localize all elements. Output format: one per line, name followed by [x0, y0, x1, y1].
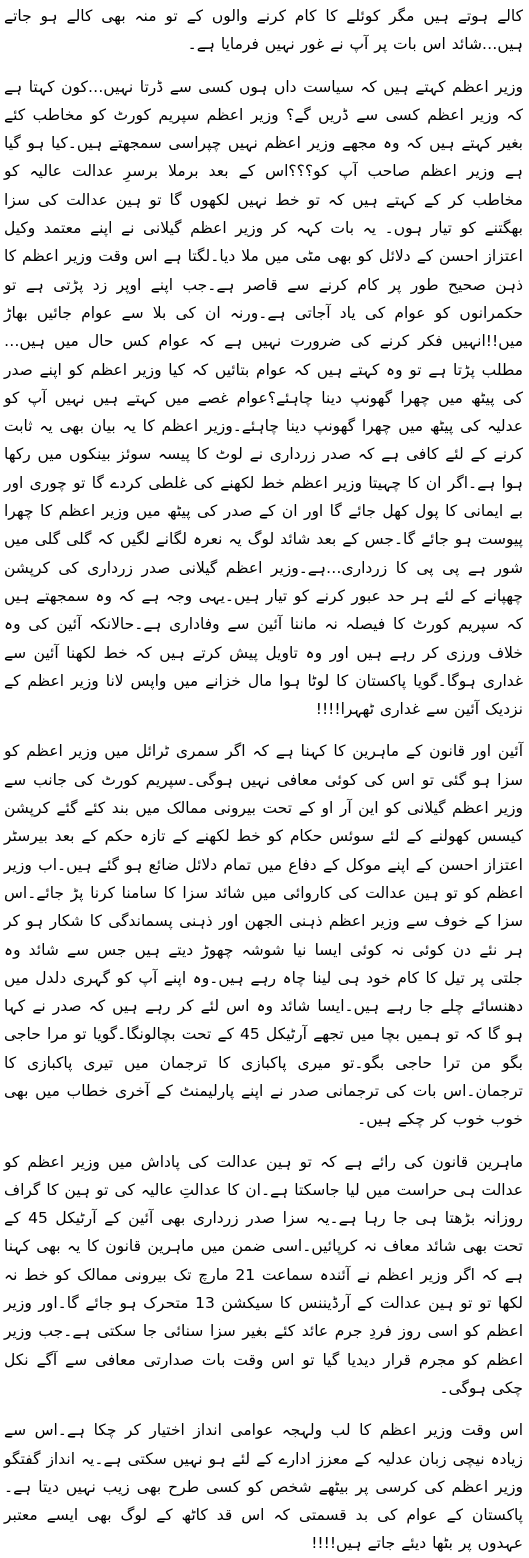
- article-paragraph-5: اس وقت وزیر اعظم کا لب ولہجہ عوامی انداز اختیار کر چکا ہے۔اس سے زیادہ نیچی زبان عدلیہ کے معزز ادارے کے لئے ہو نہیں سکتی ہے۔یہ انداز گفتگو وزیر اعظم کی کرسی پر بیٹھے شخص کو کسی طرح بھی زیب نہیں دیتا ہے۔پاکستان کے عوام کی بد قسمتی کہ اس قد کاٹھ کے لوگ بھی ایسے معتبر عہدوں پر بٹھا دیئے جاتے ہیں!!!!: [4, 1421, 523, 1553]
- article-paragraph-2: وزیر اعظم کہتے ہیں کہ سیاست داں ہوں کسی سے ڈرتا نہیں…کون کہتا ہے کہ وزیر اعظم کسی سے ڈریں گے؟ وزیر اعظم سپریم کورٹ کو مخاطب کئے بغیر کہتے ہیں کہ وہ مجھے وزیر اعظم نہیں چپراسی سمجھتے ہیں۔کیا ہو گیا ہے وزیر اعظم صاحب آپ کو؟؟؟اس کے بعد برملا برسرِ عدالت عالیہ کو مخاطب کر کے کہتے ہیں کہ تو خط نہیں لکھوں گا تو ہین عدالت کی سزا بھگتنے کو تیار ہوں۔ یہ بات کہہ کر وزیر اعظم گیلانی نے اپنے معتمد وکیل اعتزاز احسن کے دلائل کو بھی مٹی میں ملا دیا۔لگتا ہے اس وقت وزیر اعظم کا ذہن صحیح طور پر کام کرنے سے قاصر ہے۔جب اپنے اوپر زد پڑتی ہے تو حکمرانوں کو عوام کی یاد آجاتی ہے۔ورنہ ان کی بلا سے عوام جائیں بھاڑ میں!!انہیں فکر کرنے کی ضرورت نہیں ہے کہ عوام کس حال میں ہیں…مطلب پڑتا ہے تو وہ کہتے ہیں کہ عوام بتائیں کہ کیا وزیر اعظم کو اپنے صدر کی پیٹھ میں چھرا گھونپ دینا چاہئے؟عوام غصے میں کہتے ہیں نہیں آپ کو عدلیہ کی پیٹھ میں چھرا گھونپ دینا چاہئے۔وزیر اعظم کا یہ بیان بھی یہ ثابت کرنے کے لئے کافی ہے کہ صدر زرداری نے لوٹ کا پیسہ سوئز بینکوں میں رکھا ہوا ہے۔اگر ان کا چہیتا وزیر اعظم خط لکھنے کی غلطی کردے گا تو چوری اور بے ایمانی کا پول کھل جائے گا اور ان کے صدر کی پیٹھ میں وزیر اعظم کا چھرا پیوست ہو جائے گا۔جس کے بعد شائد لوگ یہ نعرہ لگانے لگیں کہ گلی گلی میں شور ہے پی پی کا زرداری…ہے۔وزیر اعظم گیلانی صدر زرداری کی کرپشن چھپانے کے لئے ہر حد عبور کرنے کو تیار ہیں۔یہی وجہ ہے کہ وہ سمجھتے ہیں کہ سپریم کورٹ کا فیصلہ نہ ماننا آئین سے وفاداری ہے۔حالانکہ آئین کی وہ خلاف ورزی کر رہے ہیں اور وہ تاویل پیش کرتے ہیں کہ خط لکھنا آئین سے غداری ہوگا۔گویا پاکستان کا لوٹا ہوا مال خزانے میں واپس لانا وزیر اعظم کے نزدیک آئین سے غداری ٹھہرا!!!!: [4, 77, 523, 719]
- article-paragraph-4: ماہرین قانون کی رائے ہے کہ تو ہین عدالت کی پاداش میں وزیر اعظم کو عدالت ہی حراست میں لیا جاسکتا ہے۔ان کا عدالتِ عالیہ کی تو ہین کا گراف روزانہ بڑھتا ہی جا رہا ہے۔یہ سزا صدر زرداری بھی آئین کے آرٹیکل 45 کے تحت بھی شائد معاف نہ کرپائیں۔اسی ضمن میں ماہرین قانون کا یہ بھی کہنا ہے کہ اگر وزیر اعظم نے آئندہ سماعت 21 مارچ تک بیرونی ممالک کو خط نہ لکھا تو تو ہین عدالت کے آرڈیننس کا سیکشن 13 متحرک ہو جائے گا۔اور وزیر اعظم کو اسی روز فردِ جرم عائد کئے بغیر سزا سنائی جا سکتی ہے۔جب وزیر اعظم کو مجرم قرار دیدیا گیا تو اس وقت بات صدارتی معافی سے آگے نکل چکی ہوگی۔: [4, 1152, 524, 1397]
- article-paragraph-3: آئین اور قانون کے ماہرین کا کہنا ہے کہ اگر سمری ٹرائل میں وزیر اعظم کو سزا ہو گئی تو اس کی کوئی معافی نہیں ہوگی۔سپریم کورٹ کی جانب سے وزیر اعظم گیلانی کو این آر او کے تحت بیرونی ممالک میں بند کئے گئے کرپشن کیسس کھولنے کے لئے سوئس حکام کو خط لکھنے کے تازہ حکم کے بعد بیرسٹر اعتزاز احسن کے اپنے موکل کے دفاع میں تمام دلائل ضائع ہو گئے ہیں۔اب وزیر اعظم کو تو ہین عدالت کی کاروائی میں شائد سزا کا سامنا کرنا پڑ جائے۔اس سزا کے خوف سے وزیر اعظم ذہنی الجھن اور ذہنی پسماندگی کا شکار ہو کر ہر نئے دن کوئی نہ کوئی ایسا نیا شوشہ چھوڑ دیتے ہیں جس سے شائد وہ جلتی پر تیل کا کام خود ہی لینا چاہ رہے ہیں۔وہ اپنے آپ کو گہری دلدل میں دھنسائے چلے جا رہے ہیں۔ایسا شائد وہ اس لئے کر رہے ہیں کہ صدر نے کہا ہو گا کہ تو ہمیں بچا میں تجھے آرٹیکل 45 کے تحت بچالونگا۔گویا تو مرا حاجی بگو من ترا حاجی بگو۔تو میری پاکبازی کا ترجمان میں تیری پاکبازی کا ترجمان۔اس بات کی ترجمانی صدر نے اپنے پارلیمنٹ کے آخری خطاب میں بھی خوب خوب کر چکے ہیں۔: [4, 742, 523, 1129]
- article-paragraph-1: کالے ہوتے ہیں مگر کوئلے کا کام کرنے والوں کے تو منہ بھی کالے ہو جاتے ہیں…شائد اس بات پر آپ نے غور نہیں فرمایا ہے۔: [4, 7, 523, 54]
